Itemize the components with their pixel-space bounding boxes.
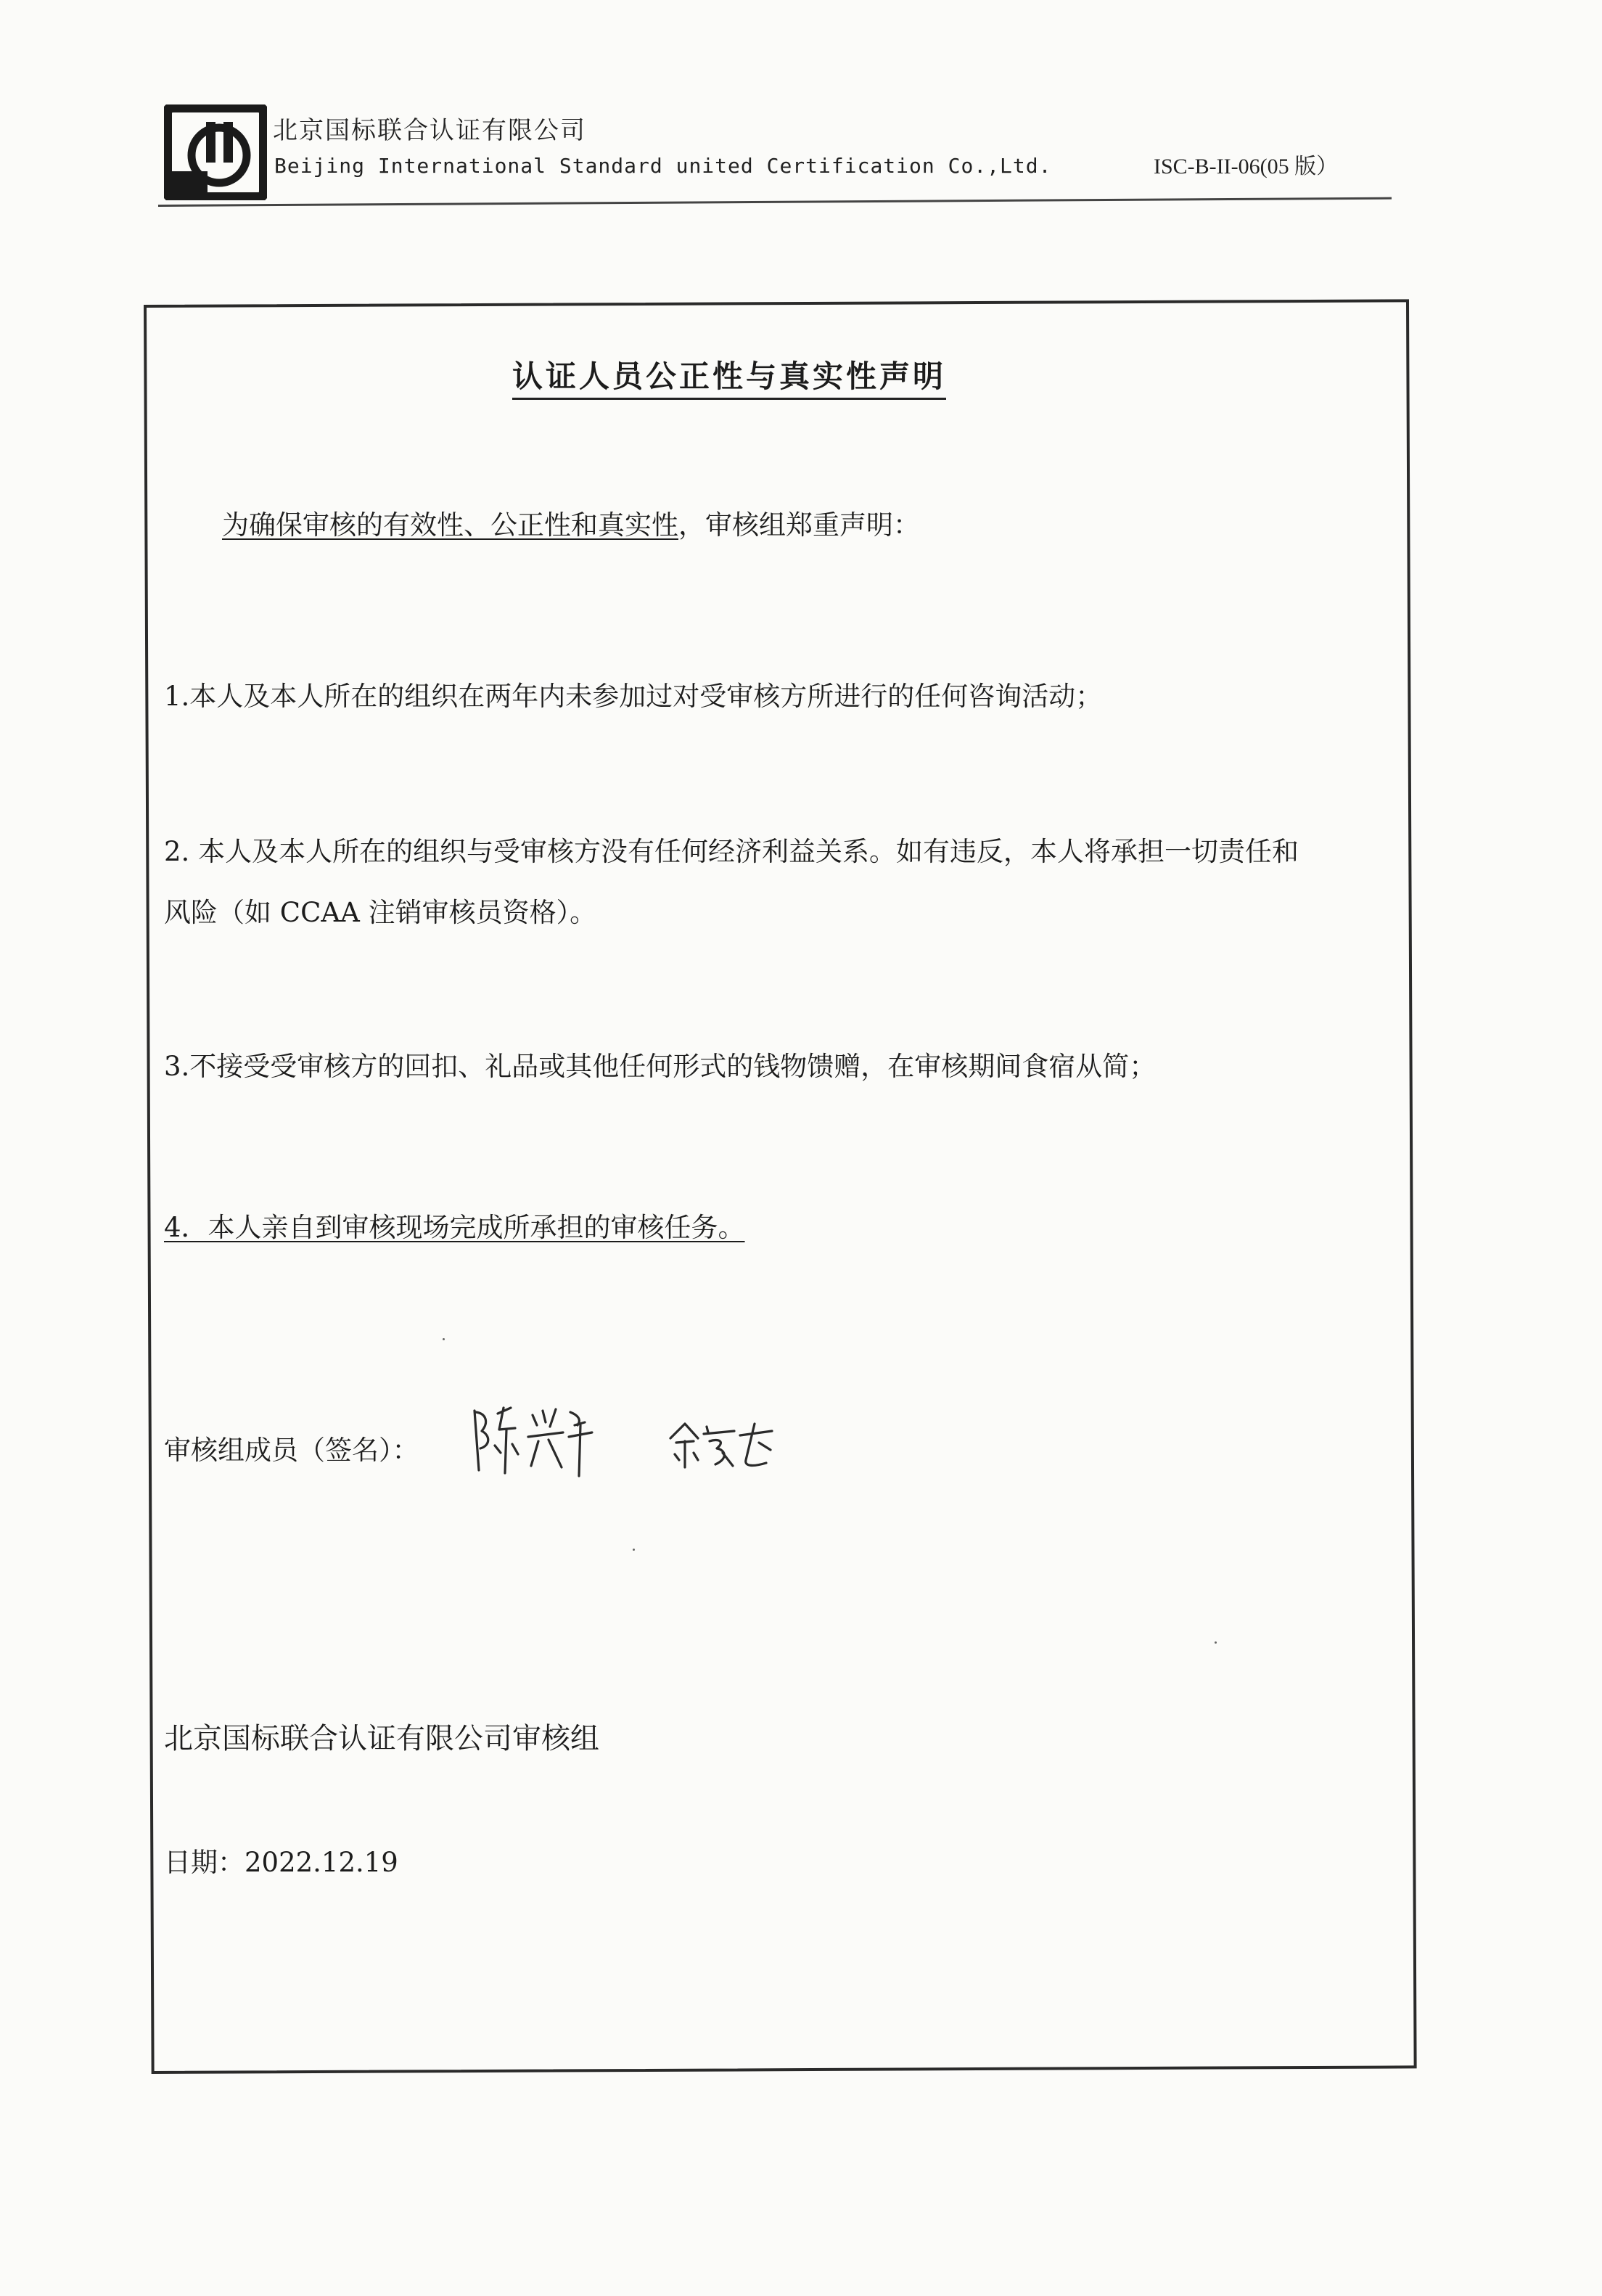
document-title: 认证人员公正性与真实性声明 (512, 353, 946, 400)
declaration-item-1: 1.本人及本人所在的组织在两年内未参加过对受审核方所进行的任何咨询活动； (164, 681, 1103, 712)
declaration-item-3: 3.不接受受审核方的回扣、礼品或其他任何形式的钱物馈赠，在审核期间食宿从简； (164, 1051, 1157, 1082)
declaration-item-4: 4．本人亲自到审核现场完成所承担的审核任务。 (164, 1212, 745, 1243)
signature-label: 审核组成员（签名）： (164, 1435, 419, 1466)
company-logo-icon (164, 104, 267, 200)
intro-rest-text: ，审核组郑重声明： (678, 509, 920, 541)
header-divider (158, 197, 1392, 207)
document-code: ISC-B-II-06(05 版） (1154, 155, 1339, 179)
declaration-date: 日期：2022.12.19 (164, 1847, 398, 1878)
declaration-item-2-line2: 风险（如 CCAA 注销审核员资格）。 (164, 897, 597, 928)
company-name-en: Beijing International Standard united Certification Co.,Ltd. (274, 154, 1052, 178)
company-name-cn: 北京国标联合认证有限公司 (273, 116, 586, 145)
document-frame (144, 299, 1417, 2074)
declaration-item-2-line1: 2. 本人及本人所在的组织与受审核方没有任何经济利益关系。如有违反，本人将承担一切责任和 (164, 836, 1299, 867)
intro-underlined-text: 为确保审核的有效性、公正性和真实性 (222, 509, 678, 541)
signature-2 (665, 1416, 781, 1475)
auditing-team-organization: 北京国标联合认证有限公司审核组 (164, 1722, 599, 1755)
scan-speck (633, 1549, 635, 1551)
intro-paragraph (222, 508, 920, 543)
scan-speck (1215, 1641, 1217, 1644)
scan-speck (443, 1338, 445, 1340)
signature-1 (469, 1401, 599, 1480)
